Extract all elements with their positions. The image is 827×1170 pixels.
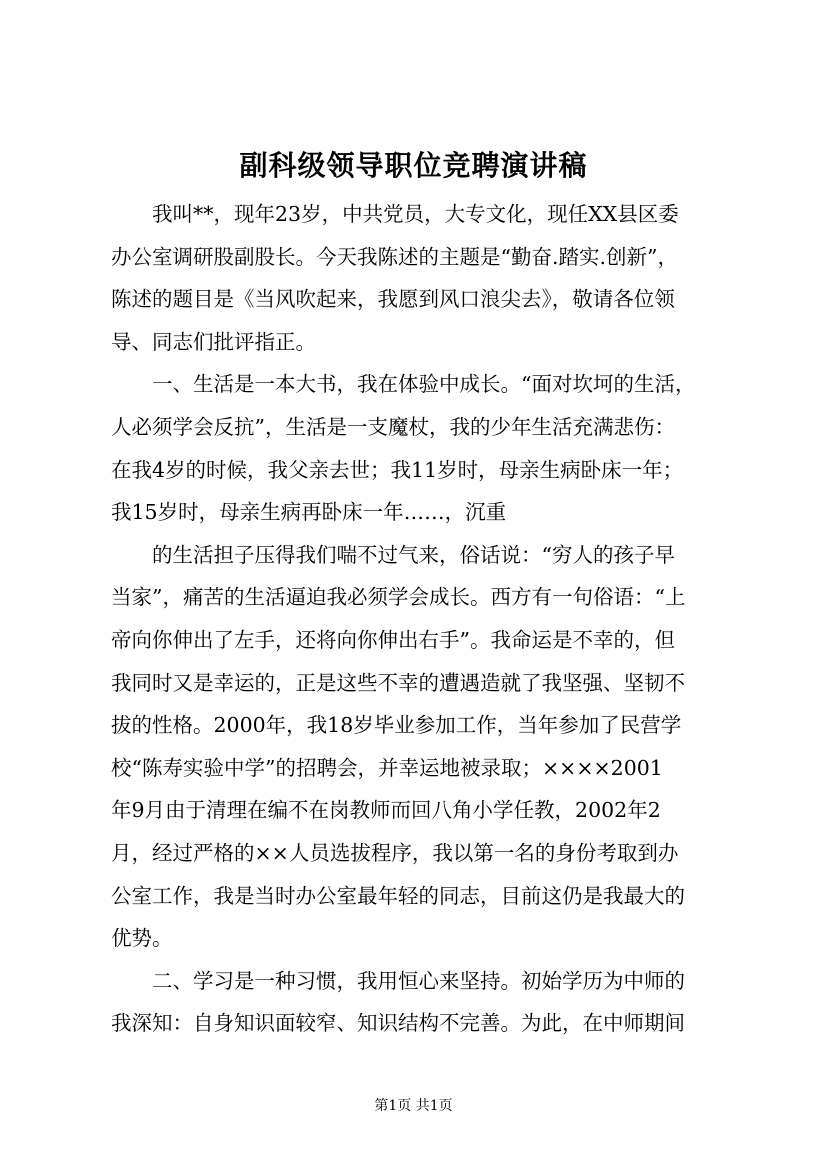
text-line: 拔的性格。2000年，我18岁毕业参加工作，当年参加了民营学	[111, 713, 682, 738]
text-line: 校“陈寿实验中学”的招聘会，并幸运地被录取；××××2001	[111, 755, 663, 780]
text-line: 年9月由于清理在编不在岗教师而回八角小学任教，2002年2	[111, 798, 661, 823]
text-line: 办公室调研股副股长。今天我陈述的主题是“勤奋.踏实.创新”，	[111, 244, 678, 269]
text-line: 当家”，痛苦的生活逼迫我必须学会成长。西方有一句俗语：“上	[111, 585, 686, 610]
text-line: 优势。	[111, 926, 173, 951]
text-line: 的生活担子压得我们喘不过气来，俗话说：“穷人的孩子早	[111, 542, 675, 567]
text-line: 一、生活是一本大书，我在体验中成长。“面对坎坷的生活，	[111, 372, 696, 397]
text-line: 月，经过严格的××人员选拔程序，我以第一名的身份考取到办	[111, 841, 679, 865]
text-line: 我叫**，现年23岁，中共党员，大专文化，现任XX县区委	[111, 202, 679, 226]
text-line: 导、同志们批评指正。	[111, 329, 316, 354]
text-line: 我同时又是幸运的，正是这些不幸的遭遇造就了我坚强、坚韧不	[111, 670, 685, 695]
text-line: 我深知：自身知识面较窄、知识结构不完善。为此，在中师期间	[111, 1011, 685, 1036]
text-line: 在我4岁的时候，我父亲去世；我11岁时，母亲生病卧床一年；	[111, 457, 684, 482]
page-title: 副科级领导职位竞聘演讲稿	[239, 149, 588, 182]
text-line: 人必须学会反抗”，生活是一支魔杖，我的少年生活充满悲伤：	[111, 415, 675, 439]
text-line: 二、学习是一种习惯，我用恒心来坚持。初始学历为中师的	[111, 968, 685, 993]
text-line: 陈述的题目是《当风吹起来，我愿到风口浪尖去》，敬请各位领	[111, 287, 675, 312]
text-line: 我15岁时，母亲生病再卧床一年……，沉重	[111, 500, 507, 525]
text-line: 帝向你伸出了左手，还将向你伸出右手”。我命运是不幸的，但	[111, 628, 675, 652]
page-footer: 第1页 共1页	[374, 1098, 453, 1114]
text-line: 公室工作，我是当时办公室最年轻的同志，目前这仍是我最大的	[111, 883, 685, 908]
